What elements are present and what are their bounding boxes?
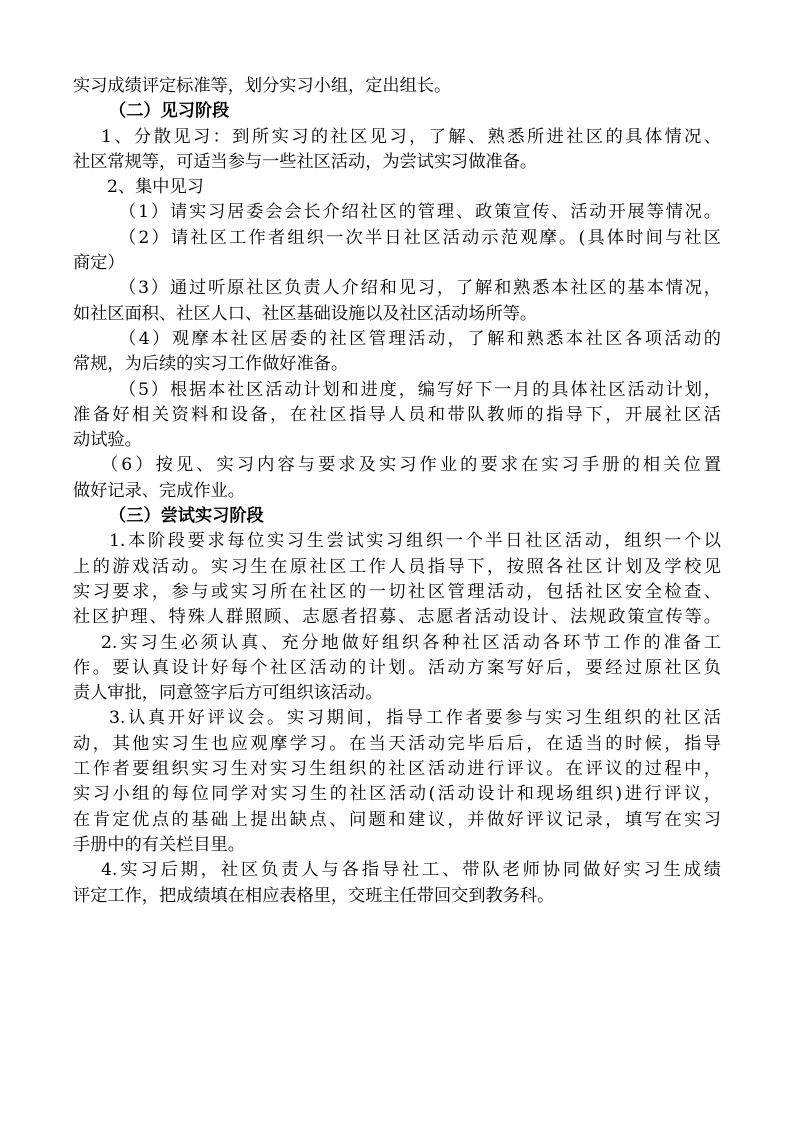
- text-line: 动试验。: [73, 430, 142, 451]
- text-line: （6）按见、实习内容与要求及实习作业的要求在实习手册的相关位置: [101, 455, 721, 476]
- text-line: （4）观摩本社区居委的社区管理活动，了解和熟悉本社区各项活动的: [119, 328, 721, 349]
- text-line: 上的游戏活动。实习生在原社区工作人员指导下，按照各社区计划及学校见: [73, 556, 721, 577]
- text-line: 评定工作，把成绩填在相应表格里，交班主任带回交到教务科。: [73, 885, 555, 906]
- text-line: （5）根据本社区活动计划和进度，编写好下一月的具体社区活动计划，: [119, 379, 721, 400]
- text-line: 实习小组的每位同学对实习生的社区活动(活动设计和现场组织)进行评议，: [73, 784, 721, 805]
- text-line: 常规，为后续的实习工作做好准备。: [73, 354, 349, 375]
- text-line: 如社区面积、社区人口、社区基础设施以及社区活动场所等。: [73, 303, 538, 324]
- text-line: （3）通过听原社区负责人介绍和见习，了解和熟悉本社区的基本情况，: [119, 278, 721, 299]
- text-line: 手册中的有关栏目里。: [73, 834, 245, 855]
- text-line: 在肯定优点的基础上提出缺点、问题和建议，并做好评议记录，填写在实习: [73, 809, 721, 830]
- text-line: 准备好相关资料和设备，在社区指导人员和带队教师的指导下，开展社区活: [73, 404, 721, 425]
- section-heading-observation: （二）见习阶段: [109, 101, 230, 122]
- text-line: 实习要求，参与或实习所在社区的一切社区管理活动，包括社区安全检查、: [73, 581, 721, 602]
- text-line: 责人审批，同意签字后方可组织该活动。: [73, 683, 383, 704]
- text-line: （2）请社区工作者组织一次半日社区活动示范观摩。(具体时间与社区: [119, 227, 721, 248]
- subheading-concentrated-observation: 2、集中见习: [107, 177, 204, 198]
- text-line: 3.认真开好评议会。实习期间，指导工作者要参与实习生组织的社区活: [109, 708, 721, 729]
- document-body: [73, 74, 721, 909]
- text-line: 社区常规等，可适当参与一些社区活动，为尝试实习做准备。: [73, 151, 538, 172]
- text-line: 做好记录、完成作业。: [73, 480, 245, 501]
- text-line: 商定）: [73, 253, 125, 274]
- text-line: 1.本阶段要求每位实习生尝试实习组织一个半日社区活动，组织一个以: [109, 531, 721, 552]
- text-line: 2.实习生必须认真、充分地做好组织各种社区活动各环节工作的准备工: [101, 632, 721, 653]
- text-line: （1）请实习居委会会长介绍社区的管理、政策宣传、活动开展等情况。: [119, 202, 721, 223]
- text-line: 4.实习后期，社区负责人与各指导社工、带队老师协同做好实习生成绩: [101, 860, 721, 881]
- text-line: 作。要认真设计好每个社区活动的计划。活动方案写好后，要经过原社区负: [73, 657, 721, 678]
- text-line: 动，其他实习生也应观摩学习。在当天活动完毕后后，在适当的时候，指导: [73, 733, 721, 754]
- text-line: 社区护理、特殊人群照顾、志愿者招募、志愿者活动设计、法规政策宣传等。: [73, 607, 721, 628]
- text-line: 实习成绩评定标准等，划分实习小组，定出组长。: [73, 76, 452, 96]
- text-line: 1、分散见习：到所实习的社区见习，了解、熟悉所进社区的具体情况、: [101, 126, 721, 147]
- section-heading-trial-practice: （三）尝试实习阶段: [109, 506, 264, 527]
- text-line: 工作者要组织实习生对实习生组织的社区活动进行评议。在评议的过程中，: [73, 759, 721, 780]
